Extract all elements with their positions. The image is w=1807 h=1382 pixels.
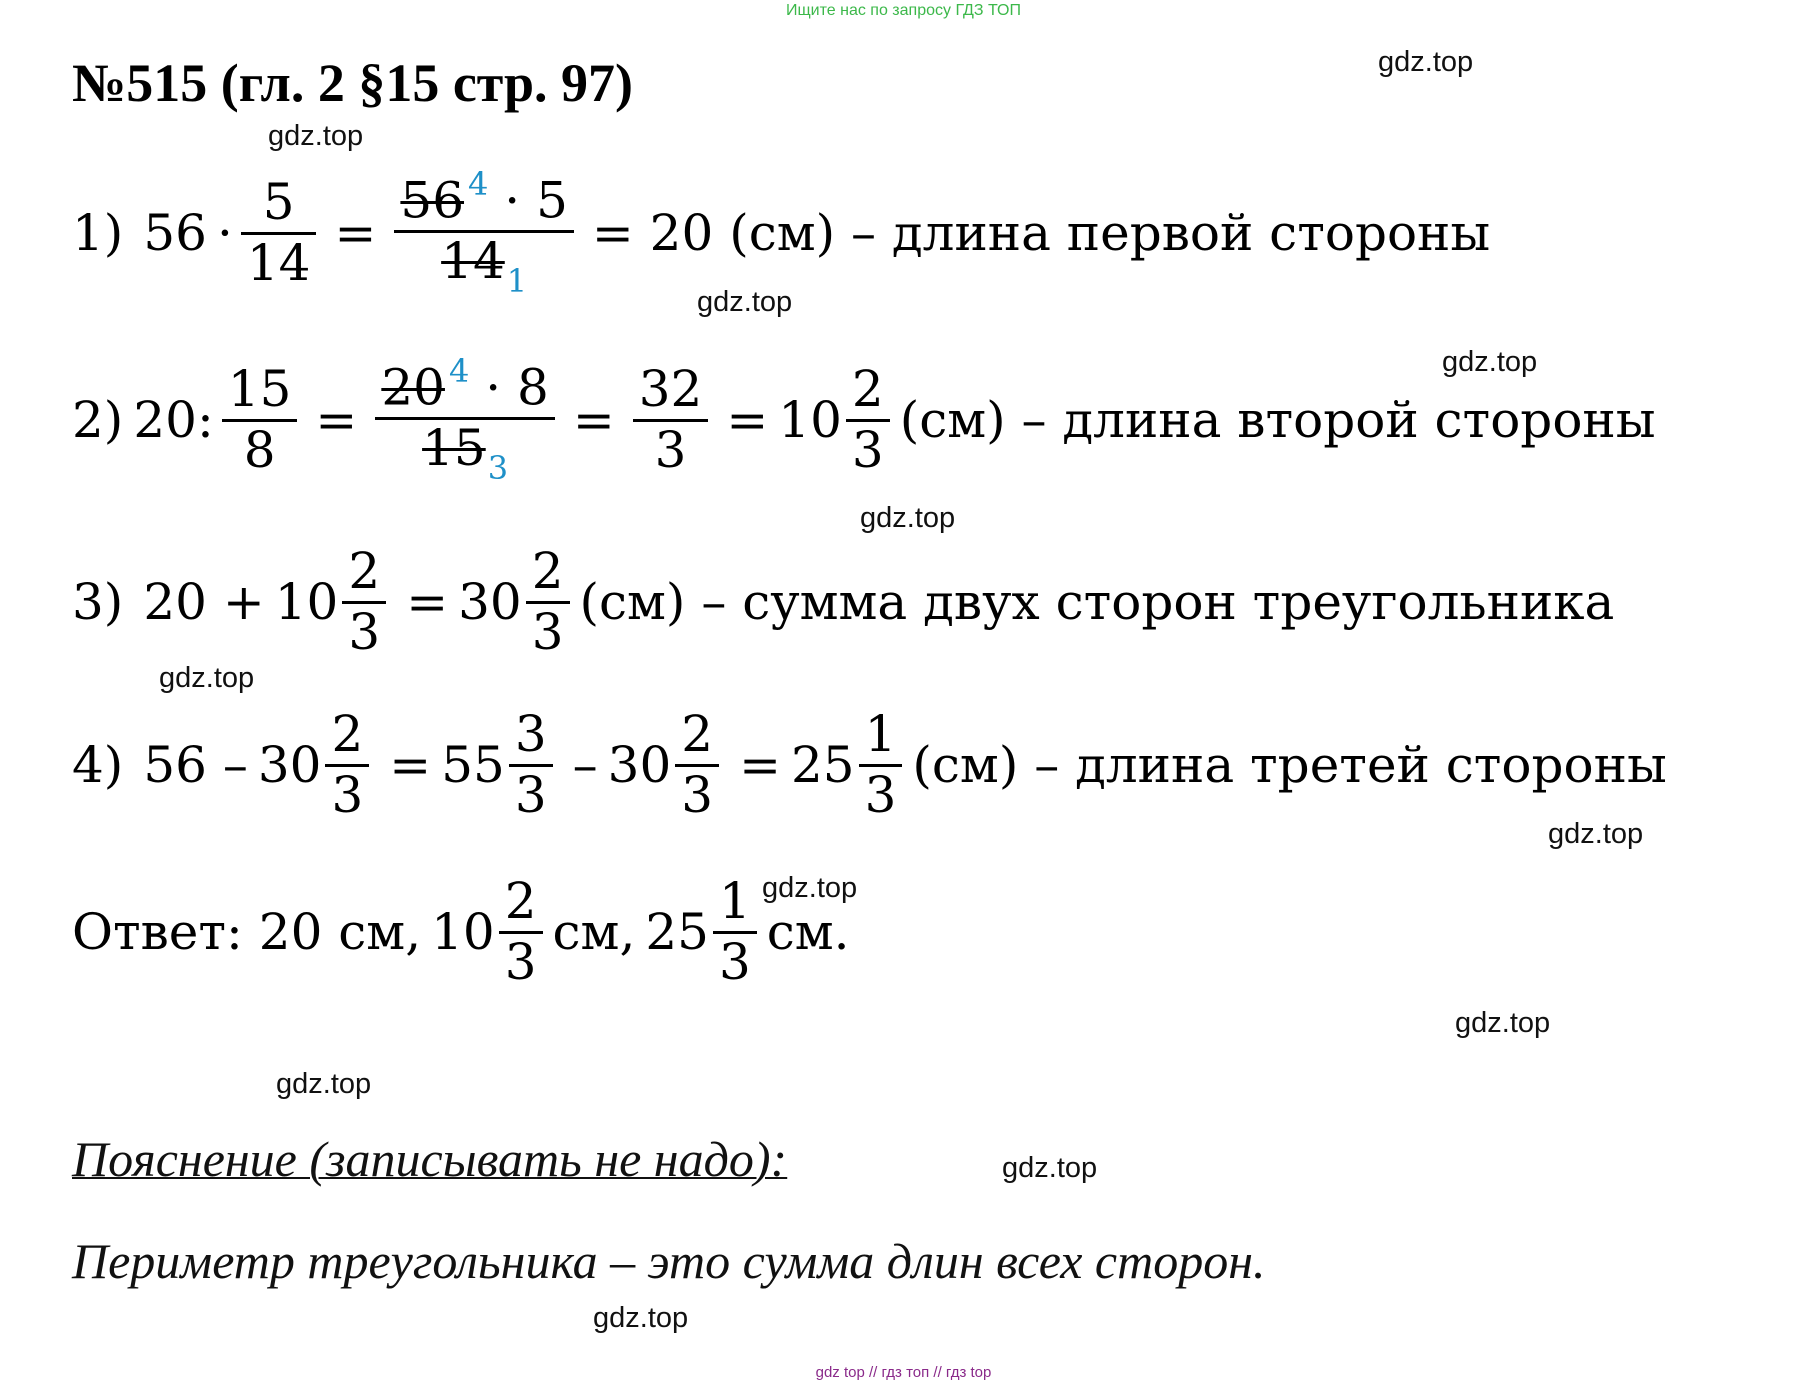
reduced-fraction <box>394 166 574 300</box>
whole-part: 25 <box>790 736 855 794</box>
equals-sign: = <box>334 204 377 262</box>
cancelled-number: 15 <box>422 418 486 477</box>
whole-part: 10 <box>431 903 495 961</box>
result-text: (см) – сумма двух сторон треугольника <box>579 573 1615 631</box>
fraction <box>633 361 709 479</box>
watermark: gdz.top <box>276 1068 372 1100</box>
step-label: 1) <box>72 204 124 262</box>
watermark: gdz.top <box>1455 1007 1551 1039</box>
denominator: 3 <box>504 932 537 991</box>
fraction <box>222 361 298 479</box>
numerator: 1 <box>864 705 897 763</box>
mixed-number <box>431 873 552 991</box>
result-text: (см) – длина третей стороны <box>912 736 1667 794</box>
numerator: 32 <box>638 360 703 418</box>
cancelled-number: 56 <box>400 171 465 230</box>
reduced-number: 4 <box>448 351 470 390</box>
equals-sign: = <box>315 391 358 449</box>
equals-sign: = <box>406 573 449 631</box>
step-label: 3) <box>72 573 124 631</box>
step-label: 4) <box>72 736 124 794</box>
result-text: (см) – длина второй стороны <box>899 391 1656 449</box>
operand: 56 <box>143 204 207 262</box>
whole-part: 10 <box>274 573 339 631</box>
mixed-number <box>778 361 899 479</box>
operand: 56 – <box>143 736 248 794</box>
problem-title: №515 (гл. 2 §15 стр. 97) <box>72 53 633 113</box>
denominator <box>416 420 514 487</box>
denominator: 8 <box>243 420 276 479</box>
cancelled-number: 14 <box>441 231 505 290</box>
numerator: 1 <box>718 872 751 930</box>
answer-unit: см. <box>766 903 850 961</box>
whole-part: 25 <box>645 903 709 961</box>
mixed-number <box>458 543 579 661</box>
multiply-sign: · <box>216 204 233 262</box>
whole-part: 30 <box>607 736 672 794</box>
numerator: 2 <box>504 872 537 930</box>
denominator: 3 <box>331 765 364 824</box>
numerator <box>375 353 555 417</box>
watermark: gdz.top <box>762 872 858 904</box>
denominator <box>435 233 533 300</box>
denominator: 3 <box>348 602 381 661</box>
solution-step-2 <box>72 345 1656 495</box>
watermark: gdz.top <box>1002 1152 1098 1184</box>
solution-step-3 <box>72 527 1614 677</box>
mixed-number <box>608 706 729 824</box>
fraction <box>675 706 719 824</box>
result-text: = 20 (см) – длина первой стороны <box>591 204 1491 262</box>
whole-part: 30 <box>257 736 322 794</box>
fraction <box>859 706 903 824</box>
denominator: 3 <box>864 765 897 824</box>
fraction <box>499 873 543 991</box>
numerator-rest: · 8 <box>485 358 549 417</box>
top-banner-link[interactable]: Ищите нас по запросу ГДЗ ТОП <box>786 2 1021 19</box>
whole-part: 10 <box>778 391 842 449</box>
minus-sign: – <box>572 736 598 794</box>
denominator: 3 <box>718 932 751 991</box>
mixed-number <box>645 873 766 991</box>
denominator: 14 <box>246 233 311 292</box>
answer-line <box>72 857 850 1007</box>
fraction <box>241 174 317 292</box>
watermark: gdz.top <box>1378 46 1474 78</box>
numerator: 2 <box>348 542 381 600</box>
fraction <box>342 543 386 661</box>
reduced-number: 1 <box>506 262 528 301</box>
watermark: gdz.top <box>1442 346 1538 378</box>
watermark: gdz.top <box>1548 818 1644 850</box>
step-label: 2) <box>72 391 124 449</box>
reduced-fraction <box>375 353 555 487</box>
numerator: 5 <box>262 173 295 231</box>
solution-step-4 <box>72 690 1667 840</box>
denominator: 3 <box>681 765 714 824</box>
numerator: 2 <box>851 360 884 418</box>
mixed-number <box>258 706 379 824</box>
numerator: 2 <box>531 542 564 600</box>
fraction <box>509 706 553 824</box>
mixed-number <box>275 543 396 661</box>
equals-sign: = <box>739 736 781 794</box>
fraction <box>713 873 757 991</box>
numerator <box>394 166 574 230</box>
watermark: gdz.top <box>697 286 793 318</box>
equals-sign: = <box>726 391 769 449</box>
explanation-text: Периметр треугольника – это сумма длин всех сторон. <box>72 1233 1266 1289</box>
denominator: 3 <box>514 765 547 824</box>
watermark: gdz.top <box>159 662 255 694</box>
footer-links[interactable]: gdz top // гдз топ // гдз top <box>815 1364 992 1381</box>
watermark: gdz.top <box>860 502 956 534</box>
reduced-number: 4 <box>468 164 489 203</box>
numerator: 2 <box>681 705 714 763</box>
equals-sign: = <box>572 391 615 449</box>
fraction <box>526 543 570 661</box>
numerator: 2 <box>331 705 364 763</box>
mixed-number <box>791 706 912 824</box>
mixed-number <box>441 706 562 824</box>
reduced-number: 3 <box>487 449 509 488</box>
denominator: 3 <box>851 420 884 479</box>
denominator: 3 <box>531 602 564 661</box>
denominator: 3 <box>654 420 687 479</box>
explanation-heading: Пояснение (записывать не надо): <box>72 1131 788 1187</box>
watermark: gdz.top <box>593 1302 689 1334</box>
numerator: 15 <box>227 360 292 418</box>
watermark: gdz.top <box>268 120 364 152</box>
cancelled-number: 20 <box>381 358 445 417</box>
operand: 20: <box>133 391 214 449</box>
numerator: 3 <box>514 705 547 763</box>
whole-part: 55 <box>441 736 505 794</box>
whole-part: 30 <box>458 573 522 631</box>
numerator-rest: · 5 <box>504 171 568 230</box>
equals-sign: = <box>389 736 432 794</box>
answer-unit: см, <box>552 903 636 961</box>
answer-prefix: Ответ: 20 см, <box>72 903 422 961</box>
operand: 20 + <box>143 573 265 631</box>
fraction <box>846 361 890 479</box>
fraction <box>325 706 369 824</box>
